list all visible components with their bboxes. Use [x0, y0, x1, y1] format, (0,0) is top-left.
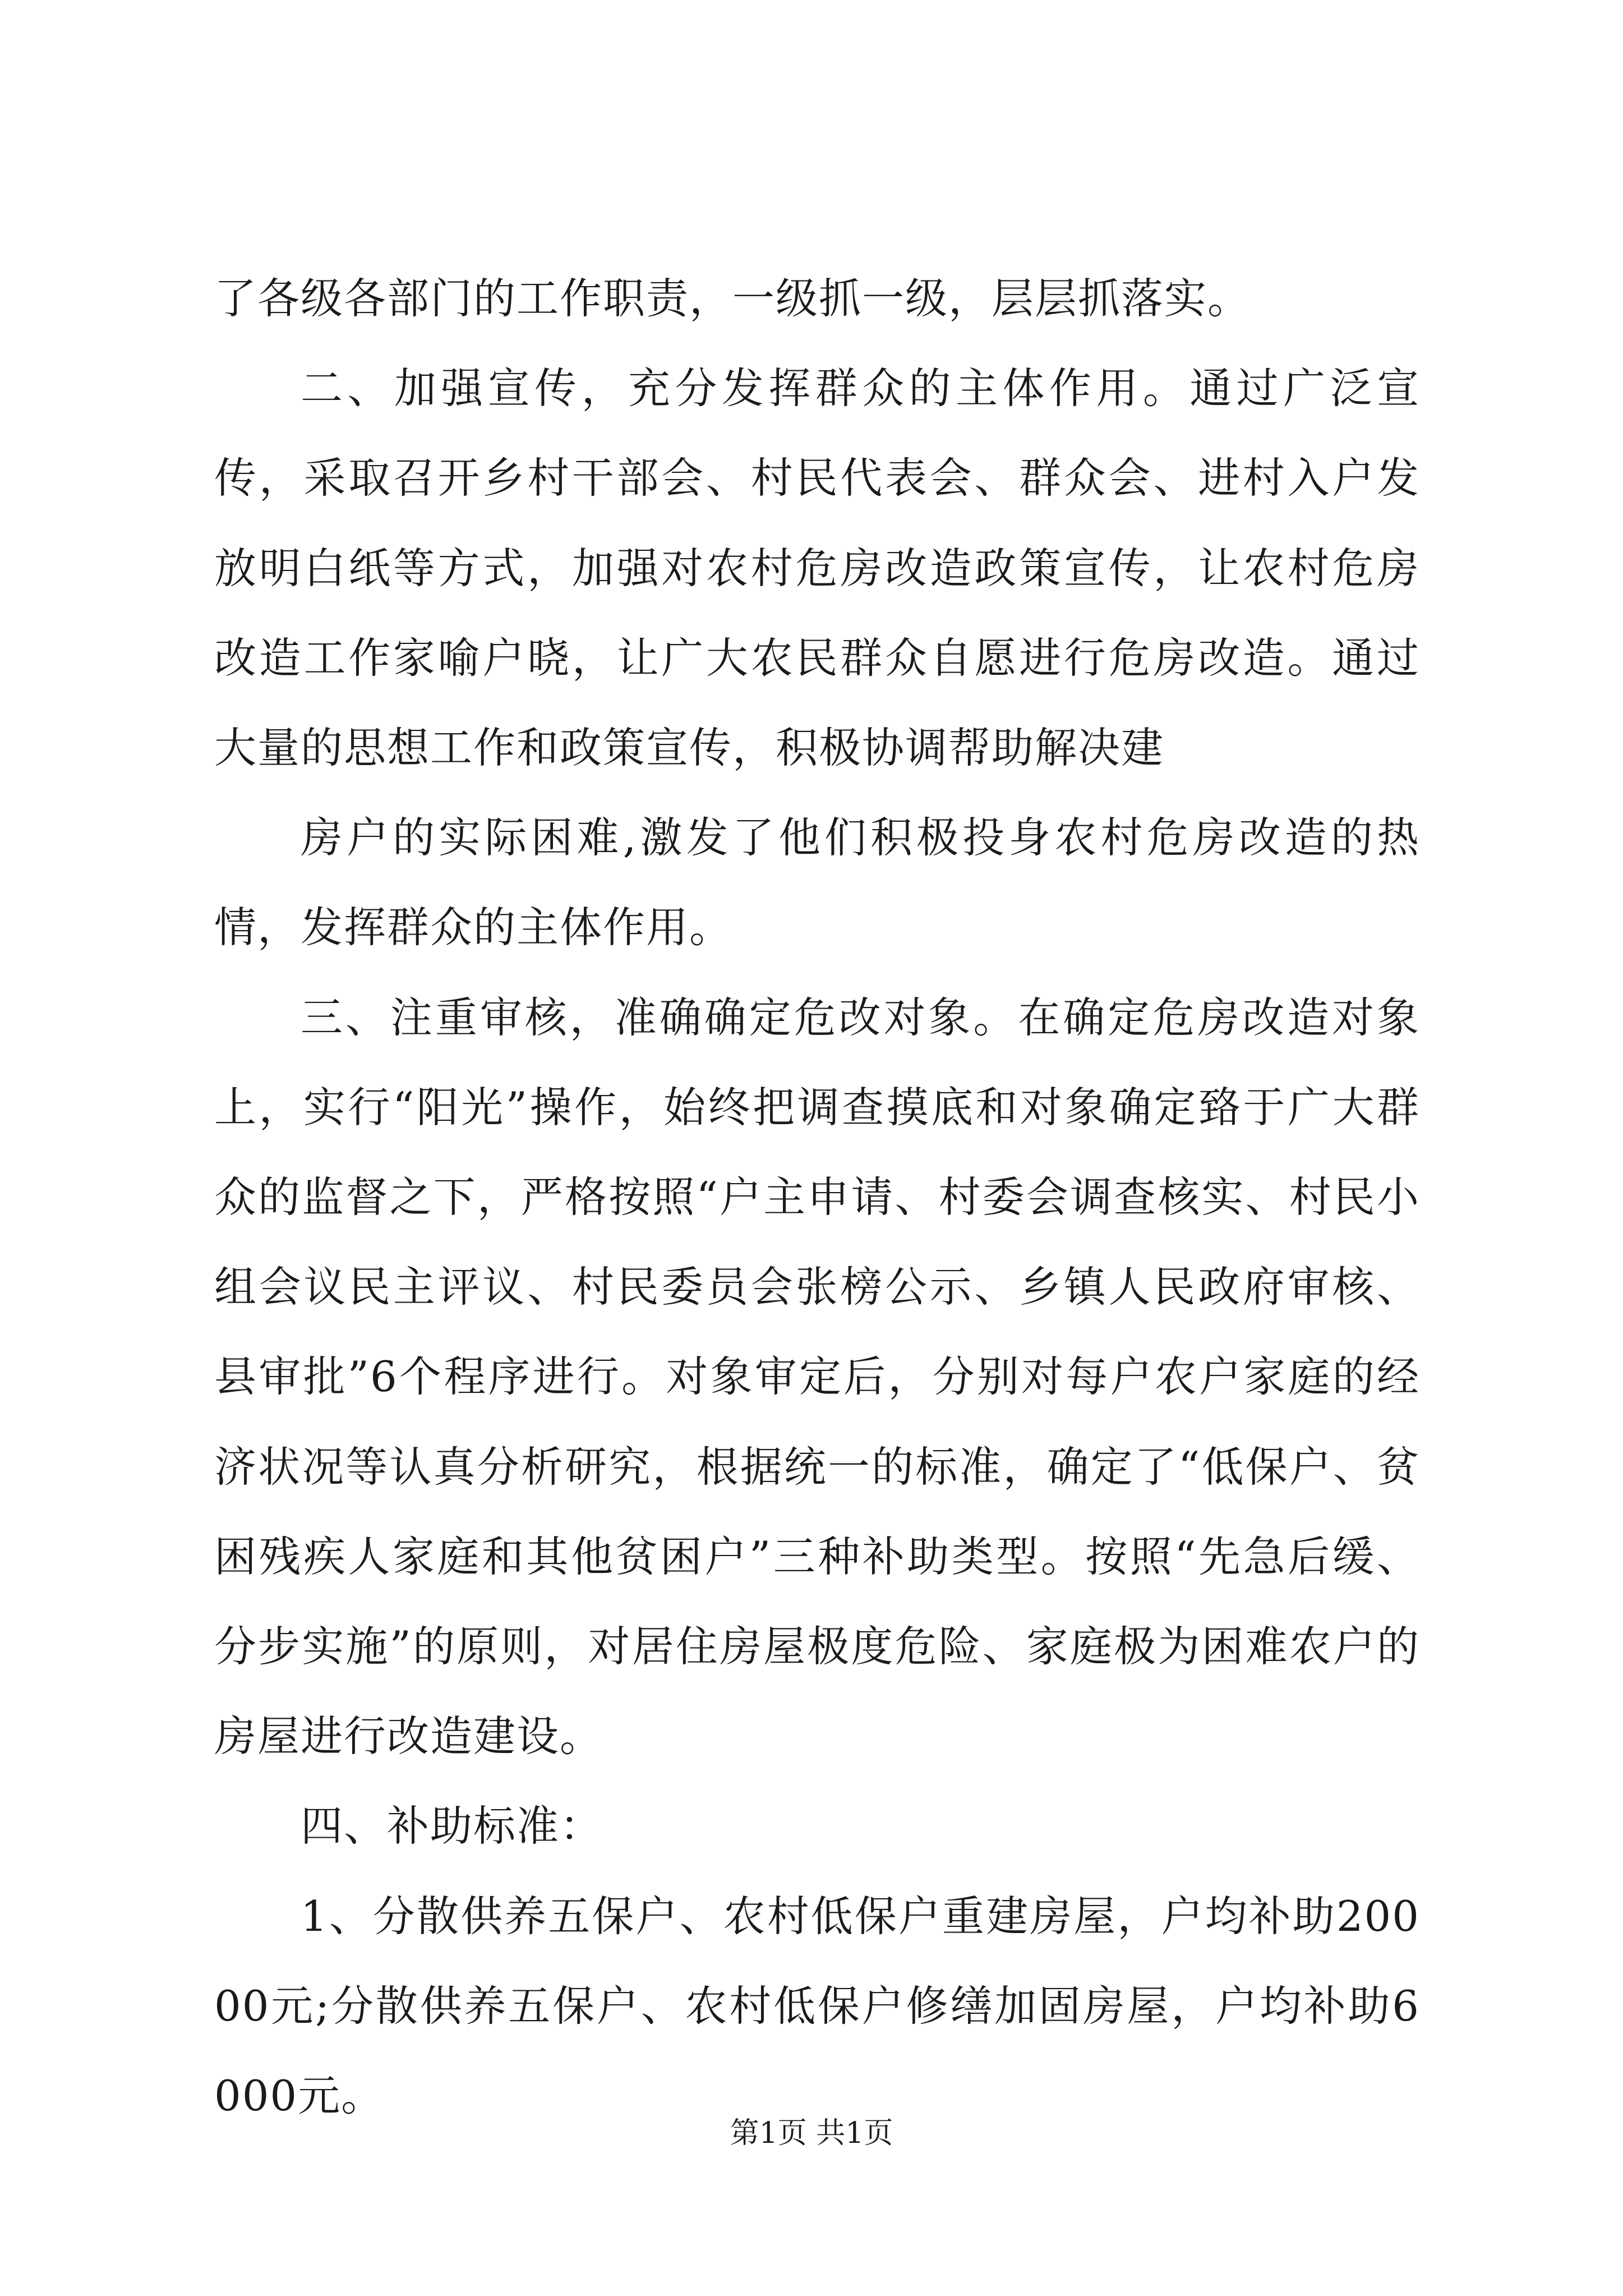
paragraph-6: 1、分散供养五保户、农村低保户重建房屋，户均补助20000元;分散供养五保户、农村低保户修缮加固房屋，户均补助6000元。 — [214, 1891, 1420, 2121]
paragraph-5: 四、补助标准： — [301, 1801, 603, 1851]
paragraph-4: 三、注重审核，准确确定危改对象。在确定危房改造对象上，实行“阳光”操作，始终把调查摸底和对象确定臵于广大群众的监督之下，严格按照“户主申请、村委会调查核实、村民小组会议民主评议、村民委员会张榜公示、乡镇人民政府审核、县审批”6个程序进行。对象审定后，分别对每户农户家庭的经济状况等认真分析研究，根据统一的标准，确定了“低保户、贫困残疾人家庭和其他贫困户”三种补助类型。按照“先急后缓、分步实施”的原则，对居住房屋极度危险、家庭极为困难农户的房屋进行改造建设。 — [214, 992, 1420, 1761]
paragraph-3: 房户的实际困难,激发了他们积极投身农村危房改造的热情，发挥群众的主体作用。 — [214, 813, 1420, 953]
paragraph-2: 二、加强宣传，充分发挥群众的主体作用。通过广泛宣传，采取召开乡村干部会、村民代表会、群众会、进村入户发放明白纸等方式，加强对农村危房改造政策宣传，让农村危房改造工作家喻户晓，让广大农民群众自愿进行危房改造。通过大量的思想工作和政策宣传，积极协调帮助解决建 — [214, 364, 1420, 773]
document-body — [214, 254, 1420, 2141]
paragraph-1: 了各级各部门的工作职责，一级抓一级，层层抓落实。 — [214, 274, 1251, 323]
page-footer: 第1页 共1页 — [730, 2116, 893, 2150]
